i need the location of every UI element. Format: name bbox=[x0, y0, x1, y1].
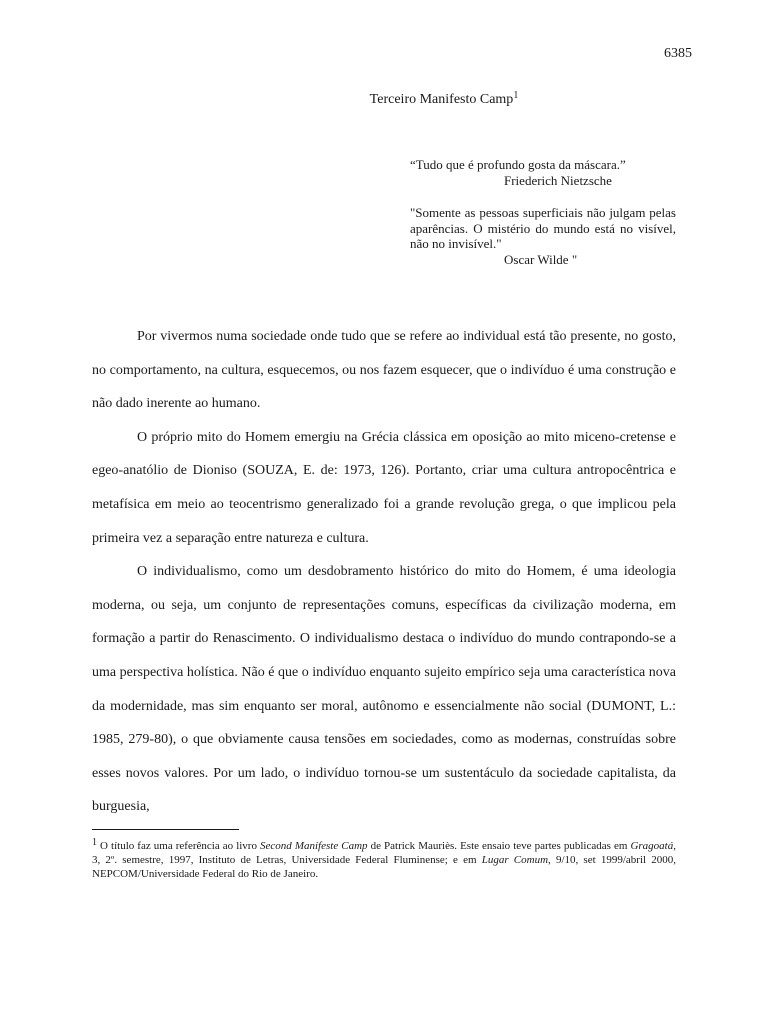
title-footnote-marker[interactable]: 1 bbox=[513, 90, 519, 101]
footnote-text: , 9/10, set 1999/abril 2000, NEPCOM/Universidade Federal do Rio de Janeiro. bbox=[92, 854, 676, 880]
footnote-text: de Patrick Mauriès. Este ensaio teve partes publicadas em bbox=[367, 840, 631, 852]
epigraphs bbox=[410, 157, 676, 267]
footnote bbox=[92, 836, 676, 881]
title-text: Terceiro Manifesto Camp bbox=[369, 92, 514, 107]
page-number: 6385 bbox=[664, 46, 692, 61]
epigraph-quote: “Tudo que é profundo gosta da máscara.” bbox=[410, 157, 626, 172]
footnote-marker: 1 bbox=[92, 837, 97, 848]
footnote-book-title: Second Manifeste Camp bbox=[260, 840, 368, 852]
epigraph-author: Oscar Wilde " bbox=[504, 251, 578, 267]
document-title bbox=[0, 90, 768, 108]
epigraph-author: Friederich Nietzsche bbox=[504, 172, 612, 188]
footnote-journal: Lugar Comum bbox=[481, 854, 549, 866]
epigraph-quote: "Somente as pessoas superficiais não julgam pelas aparências. O mistério do mundo está no visível, não no invisível." bbox=[410, 205, 676, 251]
footnote-text: O título faz uma referência ao livro bbox=[97, 840, 261, 852]
paragraph: Por vivermos numa sociedade onde tudo que se refere ao individual está tão presente, no gosto, no comportamento, na cultura, esquecemos, ou nos fazem esquecer, que o indivíduo é uma construção e não dado inerente ao humano. bbox=[92, 329, 676, 412]
footnote-journal: Gragoatá bbox=[630, 840, 674, 852]
epigraph-nietzsche bbox=[410, 157, 676, 188]
footnote-text: , 3, 2º. semestre, 1997, Instituto de Letras, Universidade Federal Fluminense; e em bbox=[92, 840, 676, 866]
paragraph: O individualismo, como um desdobramento histórico do mito do Homem, é uma ideologia moderna, ou seja, um conjunto de representações comuns, específicas da civilização moderna, em formação a partir do Renascimento. O individualismo destaca o indivíduo do mundo contrapondo-se a uma perspectiva holística. Não é que o indivíduo enquanto sujeito empírico seja uma característica nova da modernidade, mas sim enquanto ser moral, autônomo e essencialmente não social (DUMONT, L.: 1985, 279-80), o que obviamente causa tensões em sociedades, como as modernas, construídas sobre esses novos valores. Por um lado, o indivíduo tornou-se um sustentáculo da sociedade capitalista, da burguesia, bbox=[92, 564, 676, 815]
paragraph: O próprio mito do Homem emergiu na Grécia clássica em oposição ao mito miceno-cretense e egeo-anatólio de Dioniso (SOUZA, E. de: 1973, 126). Portanto, criar uma cultura antropocêntrica e metafísica em meio ao teocentrismo generalizado foi a grande revolução grega, o que implicou pela primeira vez a separação entre natureza e cultura. bbox=[92, 429, 676, 546]
epigraph-wilde bbox=[410, 205, 676, 267]
footnote-separator bbox=[92, 829, 239, 830]
body-text bbox=[92, 320, 676, 824]
